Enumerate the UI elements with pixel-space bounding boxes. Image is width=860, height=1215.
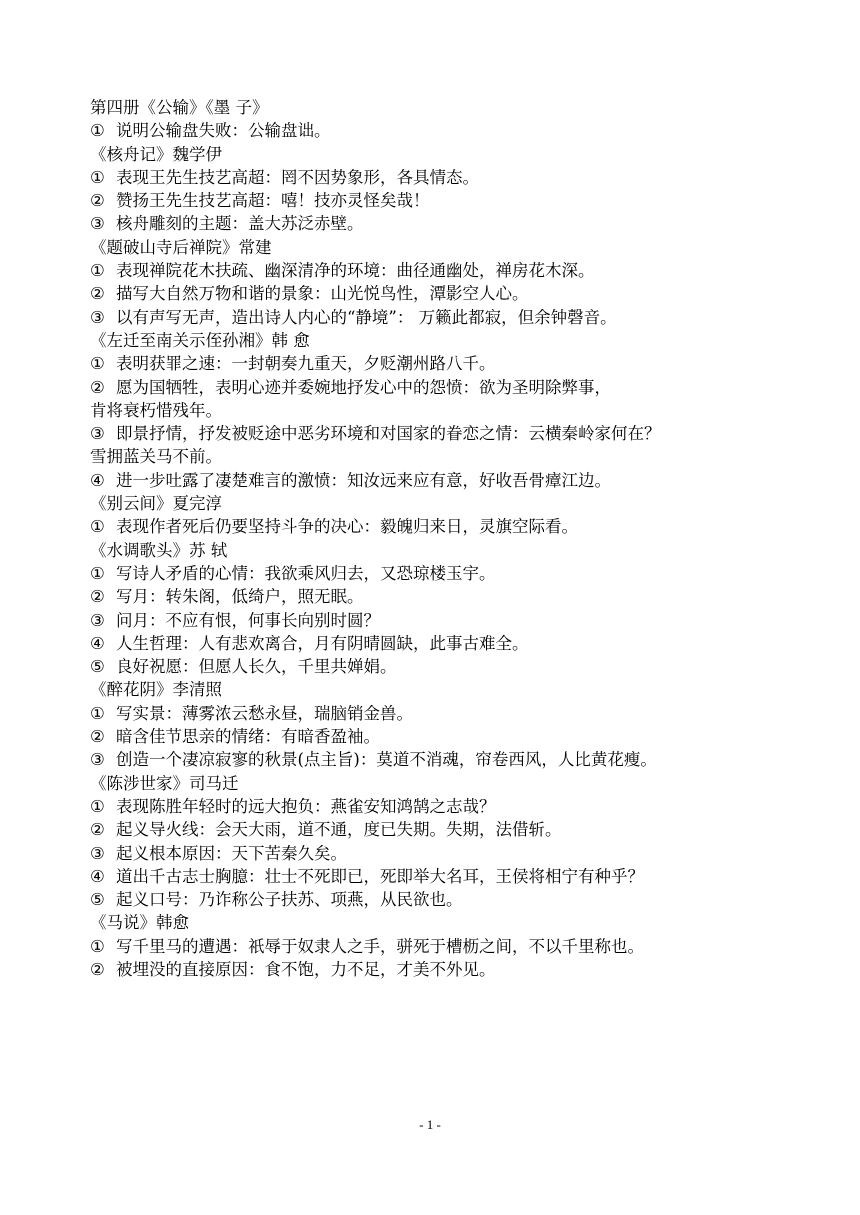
- item-number: ③: [90, 843, 105, 863]
- list-item: [90, 212, 790, 235]
- item-text: 描写大自然万物和谐的景象：山光悦鸟性，潭影空人心。: [116, 284, 529, 304]
- list-item: [90, 958, 790, 981]
- list-item: [90, 119, 790, 142]
- item-text: 表现陈胜年轻时的远大抱负：燕雀安知鸿鹄之志哉？: [116, 796, 496, 816]
- item-number: ②: [90, 377, 105, 397]
- section-title: 《马说》韩愈: [90, 913, 189, 933]
- item-text: 以有声写无声，造出诗人内心的“静境”： 万籁此都寂，但余钟磬音。: [116, 307, 617, 327]
- list-item: [90, 562, 790, 585]
- list-item: [90, 259, 790, 282]
- item-number: ④: [90, 633, 105, 653]
- item-number: ③: [90, 424, 105, 444]
- item-number: ②: [90, 587, 105, 607]
- list-item: [90, 655, 790, 678]
- list-item: [90, 748, 790, 771]
- list-item: [90, 306, 790, 329]
- section-title: 《核舟记》魏学伊: [90, 144, 222, 164]
- item-number: ②: [90, 191, 105, 211]
- list-item: [90, 725, 790, 748]
- item-number: ①: [90, 121, 105, 141]
- list-item: [90, 795, 790, 818]
- page-number: - 1 -: [419, 1117, 441, 1132]
- item-text: 暗含佳节思亲的情绪：有暗香盈袖。: [116, 727, 380, 747]
- list-item: [90, 422, 790, 445]
- item-text: 写实景：薄雾浓云愁永昼，瑞脑销金兽。: [116, 703, 413, 723]
- item-text: 表现作者死后仍要坚持斗争的决心：毅魄归来日，灵旗空际看。: [116, 517, 578, 537]
- list-item: [90, 282, 790, 305]
- item-number: ①: [90, 261, 105, 281]
- list-item: [90, 842, 790, 865]
- item-text: 说明公输盘失败：公输盘诎。: [116, 121, 331, 141]
- item-number: ③: [90, 610, 105, 630]
- item-number: ②: [90, 820, 105, 840]
- item-text: 起义导火线：会天大雨，道不通，度已失期。失期，法借斩。: [116, 820, 562, 840]
- section-title: 《陈涉世家》司马迁: [90, 773, 239, 793]
- item-number: ②: [90, 284, 105, 304]
- item-text: 创造一个凄凉寂寥的秋景(点主旨)：莫道不消魂，帘卷西风，人比黄花瘦。: [116, 750, 657, 770]
- item-text: 核舟雕刻的主题：盖大苏泛赤壁。: [116, 214, 364, 234]
- item-number: ③: [90, 214, 105, 234]
- list-item: [90, 632, 790, 655]
- item-number: ②: [90, 959, 105, 979]
- item-number: ①: [90, 703, 105, 723]
- item-text: 写诗人矛盾的心情：我欲乘风归去，又恐琼楼玉宇。: [116, 563, 496, 583]
- item-text: 赞扬王先生技艺高超：嘻！技亦灵怪矣哉！: [116, 191, 430, 211]
- item-number: ①: [90, 517, 105, 537]
- section-title: 《左迁至南关示侄孙湘》韩 愈: [90, 330, 310, 350]
- item-number: ③: [90, 307, 105, 327]
- item-number: ⑤: [90, 890, 105, 910]
- item-text: 进一步吐露了凄楚难言的激愤：知汝远来应有意，好收吾骨瘴江边。: [116, 470, 611, 490]
- item-text: 起义口号：乃诈称公子扶苏、项燕，从民欲也。: [116, 890, 463, 910]
- list-item: [90, 515, 790, 538]
- list-item: [90, 376, 790, 399]
- section-title: 第四册《公输》《墨 子》: [90, 98, 269, 117]
- list-item: [90, 865, 790, 888]
- continuation-line: 雪拥蓝关马不前。: [90, 447, 222, 467]
- list-item: [90, 818, 790, 841]
- item-text: 表现禅院花木扶疏、幽深清净的环境：曲径通幽处，禅房花木深。: [116, 261, 595, 281]
- list-item: [90, 888, 790, 911]
- item-text: 写月：转朱阁，低绮户，照无眠。: [116, 587, 364, 607]
- list-item: [90, 609, 790, 632]
- item-text: 愿为国牺牲，表明心迹并委婉地抒发心中的怨愤：欲为圣明除弊事，: [116, 377, 611, 397]
- item-number: ③: [90, 750, 105, 770]
- list-item: [90, 469, 790, 492]
- item-text: 人生哲理：人有悲欢离合，月有阴晴圆缺，此事古难全。: [116, 633, 529, 653]
- item-number: ①: [90, 796, 105, 816]
- list-item: [90, 189, 790, 212]
- list-item: [90, 935, 790, 958]
- list-item: [90, 166, 790, 189]
- item-number: ①: [90, 563, 105, 583]
- item-text: 问月：不应有恨，何事长向别时圆？: [116, 610, 380, 630]
- list-item: [90, 702, 790, 725]
- list-item: [90, 352, 790, 375]
- item-text: 道出千古志士胸臆：壮士不死即已，死即举大名耳，王侯将相宁有种乎？: [116, 866, 644, 886]
- item-text: 即景抒情，抒发被贬途中恶劣环境和对国家的眷恋之情：云横秦岭家何在？: [116, 424, 661, 444]
- item-number: ①: [90, 167, 105, 187]
- item-number: ④: [90, 470, 105, 490]
- section-title: 《醉花阴》李清照: [90, 680, 222, 700]
- item-text: 被埋没的直接原因：食不饱，力不足，才美不外见。: [116, 959, 496, 979]
- item-text: 良好祝愿：但愿人长久，千里共婵娟。: [116, 657, 397, 677]
- item-number: ④: [90, 866, 105, 886]
- item-text: 表现王先生技艺高超：罔不因势象形，各具情态。: [116, 167, 479, 187]
- section-title: 《题破山寺后禅院》常建: [90, 237, 272, 257]
- section-title: 《别云间》夏完淳: [90, 494, 222, 514]
- item-text: 起义根本原因：天下苦秦久矣。: [116, 843, 347, 863]
- item-number: ②: [90, 727, 105, 747]
- continuation-line: 肯将衰朽惜残年。: [90, 400, 222, 420]
- list-item: [90, 585, 790, 608]
- item-text: 写千里马的遭遇：祇辱于奴隶人之手，骈死于槽枥之间，不以千里称也。: [116, 936, 644, 956]
- item-text: 表明获罪之速：一封朝奏九重天，夕贬潮州路八千。: [116, 354, 496, 374]
- section-title: 《水调歌头》苏 轼: [90, 540, 228, 560]
- document-body: [90, 96, 790, 981]
- item-number: ①: [90, 936, 105, 956]
- item-number: ⑤: [90, 657, 105, 677]
- item-number: ①: [90, 354, 105, 374]
